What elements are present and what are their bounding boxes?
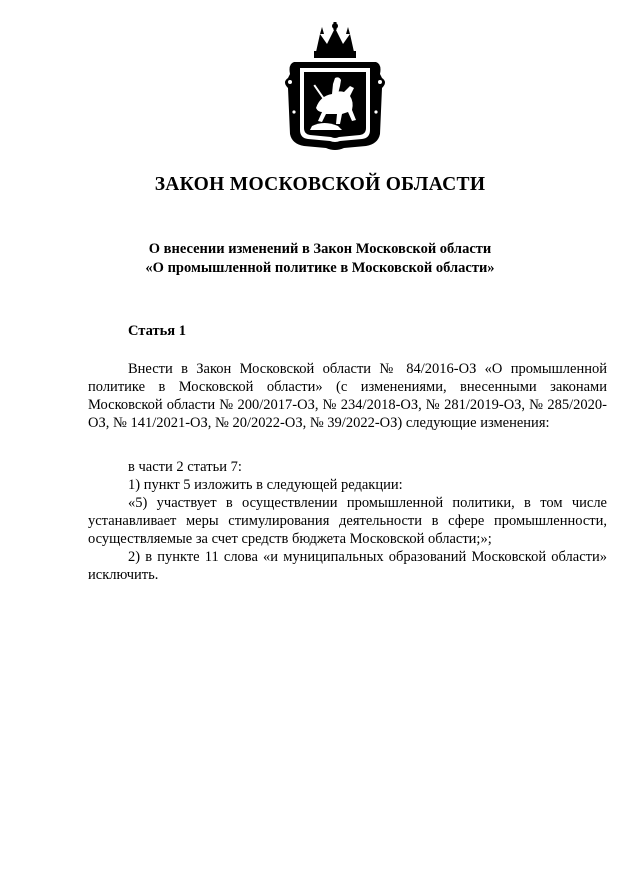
subtitle-line-2: «О промышленной политике в Московской области» xyxy=(145,260,495,276)
law-title: ЗАКОН МОСКОВСКОЙ ОБЛАСТИ xyxy=(154,174,486,195)
item-1-instruction: 1) пункт 5 изложить в следующей редакции: xyxy=(128,477,403,493)
law-subtitle xyxy=(0,240,640,278)
subtitle-line-1: О внесении изменений в Закон Московской области xyxy=(148,241,492,257)
item-2-instruction: 2) в пункте 11 слова «и муниципальных образований Московской области» исключить. xyxy=(88,549,607,583)
part-reference: в части 2 статьи 7: xyxy=(128,459,242,475)
article-intro-paragraph: Внести в Закон Московской области № 84/2016-ОЗ «О промышленной политике в Московской области» (с изменениями, внесенными законами Московской области № 200/2017-ОЗ, № 234/2018-ОЗ, № 281/2019-ОЗ, № 285/2020-ОЗ, № 141/2021-ОЗ, № 20/2022-ОЗ, № 39/2022-ОЗ) следующие изменения: xyxy=(88,361,607,431)
coat-of-arms-icon xyxy=(280,22,390,152)
item-1-new-text: «5) участвует в осуществлении промышленной политики, в том числе устанавливает меры стимулирования деятельности в сфере промышленности, осуществляемые за счет средств бюджета Московской области;»; xyxy=(88,495,607,547)
article-heading: Статья 1 xyxy=(128,323,186,339)
